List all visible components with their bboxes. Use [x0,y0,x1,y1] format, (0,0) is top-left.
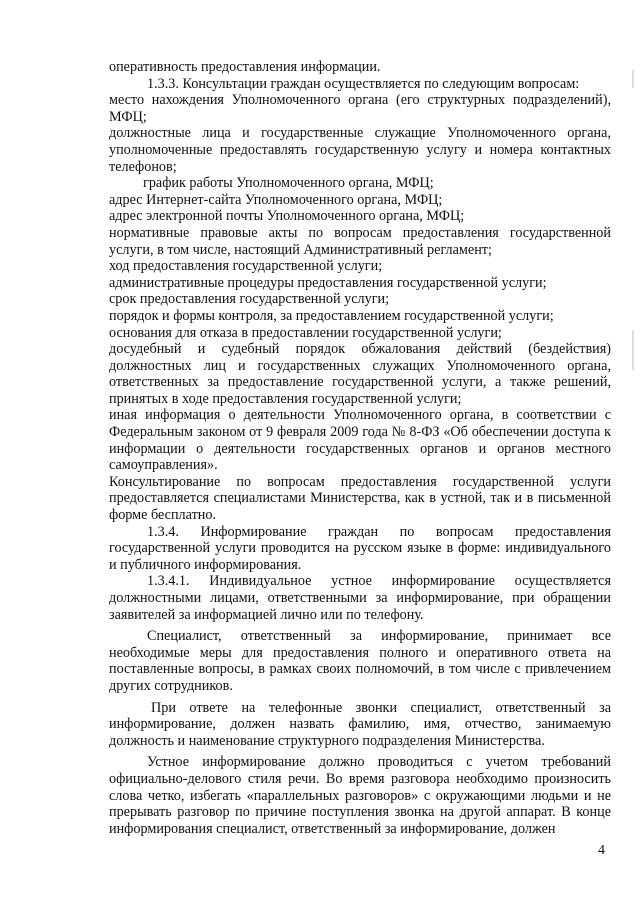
paragraph: оперативность предоставления информации. [109,59,381,75]
list-item: должностные лица и государственные служащие Уполномоченного органа, уполномоченные предоставлять государственную услугу и номера контактных телефонов; [109,125,611,175]
list-item: административные процедуры предоставления государственной услуги; [109,274,547,291]
list-item: порядок и формы контроля, за предоставлением государственной услуги; [109,307,554,324]
list-item: нормативные правовые акты по вопросам предоставления государственной услуги, в том числе, настоящий Административный регламент; [109,224,611,258]
list-item: адрес электронной почты Уполномоченного органа, МФЦ; [109,208,465,225]
list-item: досудебный и судебный порядок обжалования действий (бездействия) должностных лиц и государственных служащих Уполномоченного органа, ответственных за предоставление государственной услуги, а также решений, принятых в ходе предоставления государственной услуги; [109,341,611,407]
body-text [109,59,611,837]
list-item: срок предоставления государственной услуги; [109,291,390,308]
list-item: иная информация о деятельности Уполномоченного органа, в соответствии с Федеральным законом от 9 февраля 2009 года № 8-ФЗ «Об обеспечении доступа к информации о деятельности государственных органов и органов местного самоуправления». [109,407,611,474]
list-item: график работы Уполномоченного органа, МФЦ; [143,175,434,192]
scan-artifact [632,330,634,370]
page-number: 4 [598,843,605,858]
scan-artifact [632,70,634,88]
list-item: адрес Интернет-сайта Уполномоченного органа, МФЦ; [109,191,443,208]
list-item: ход предоставления государственной услуги; [109,258,383,275]
section-heading-1-3-3: 1.3.3. Консультации граждан осуществляется по следующим вопросам: [147,75,580,92]
paragraph: Устное информирование должно проводиться с учетом требований официально-делового стиля речи. Во время разговора необходимо произносить слова четко, избегать «параллельных разговоров» с окружающими людьми и не прерывать разговор по причине поступления звонка на другой аппарат. В конце информирования специалист, ответственный за информирование, должен [109,754,611,837]
paragraph: Специалист, ответственный за информирование, принимает все необходимые меры для предоставления полного и оперативного ответа на поставленные вопросы, в рамках своих полномочий, в том числе с привлечением других сотрудников. [109,628,611,694]
paragraph: При ответе на телефонные звонки специалист, ответственный за информирование, должен назвать фамилию, имя, отчество, занимаемую должность и наименование структурного подразделения Министерства. [109,699,611,749]
section-heading-1-3-4-1: 1.3.4.1. Индивидуальное устное информирование осуществляется должностными лицами, ответственными за информирование, при обращении заявителей за информацией лично или по телефону. [109,573,611,623]
paragraph: Консультирование по вопросам предоставления государственной услуги предоставляется специалистами Министерства, как в устной, так и в письменной форме бесплатно. [109,473,611,524]
section-heading-1-3-4: 1.3.4. Информирование граждан по вопросам предоставления государственной услуги проводится на русском языке в форме: индивидуального и публичного информирования. [109,523,611,573]
list-item: основания для отказа в предоставлении государственной услуги; [109,324,502,341]
list-item: место нахождения Уполномоченного органа (его структурных подразделений), МФЦ; [109,92,611,125]
